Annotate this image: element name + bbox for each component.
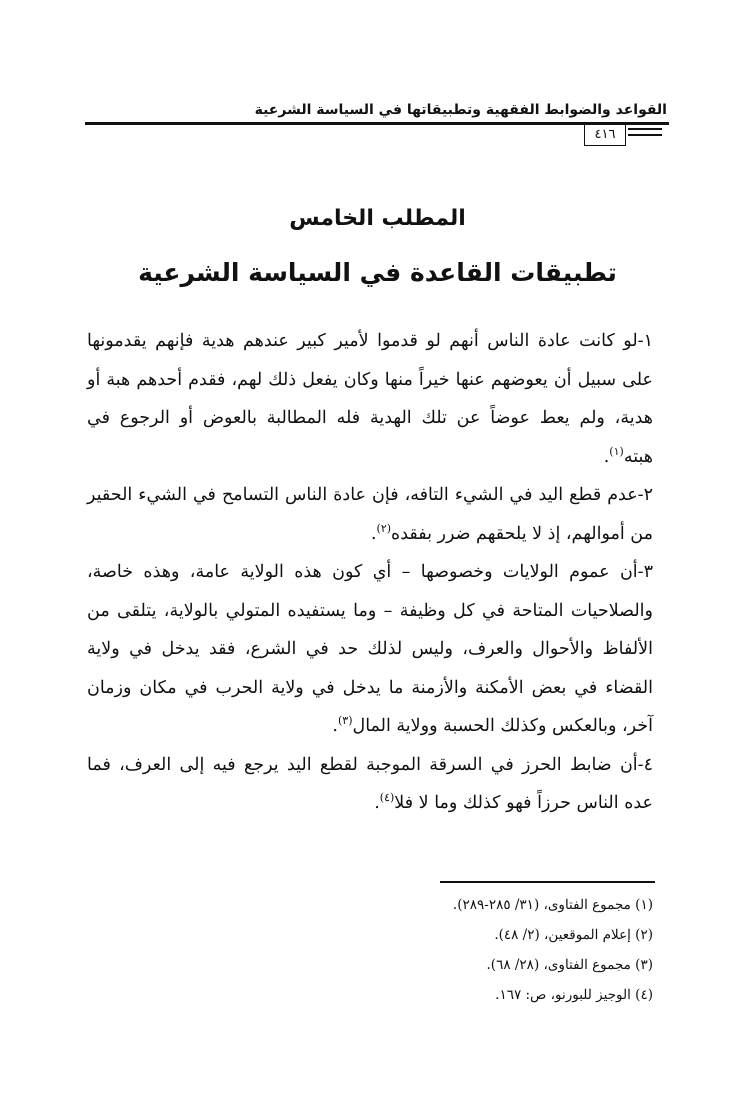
footnotes — [87, 890, 653, 1010]
page-number: ٤١٦ — [584, 124, 626, 146]
paragraph-2 — [87, 476, 653, 553]
footnote-ref: (٢) — [376, 521, 392, 535]
footnote-1: (١) مجموع الفتاوى، (٣١/ ٢٨٥-٢٨٩). — [452, 897, 653, 913]
page-number-rule-bottom — [628, 134, 662, 136]
footnote-4: (٤) الوجيز للبورنو، ص: ١٦٧. — [495, 987, 653, 1003]
footnote-3: (٣) مجموع الفتاوى، (٢٨/ ٦٨). — [486, 957, 653, 973]
body-text — [87, 322, 653, 823]
running-header-title: القواعد والضوابط الفقهية وتطبيقاتها في السياسة الشرعية — [254, 102, 667, 118]
paragraph-text: ٤-أن ضابط الحرز في السرقة الموجبة لقطع اليد يرجع فيه إلى العرف، فما عده الناس حرزاً فهو كذلك وما لا فلا — [87, 754, 653, 813]
paragraph-3 — [87, 553, 653, 746]
paragraph-text: ٣-أن عموم الولايات وخصوصها – أي كون هذه الولاية عامة، وهذه خاصة، والصلاحيات المتاحة في كل وظيفة – وما يستفيده المتولي بالولاية، يتلقى من الألفاظ والأحوال والعرف، وليس لذلك حد في الشرع، فقد يدخل في ولاية القضاء في بعض الأمكنة والأزمنة ما يدخل في ولاية الحرب في مكان وزمان آخر، وبالعكس وكذلك الحسبة وولاية المال — [87, 562, 653, 736]
paragraph-1 — [87, 322, 653, 476]
header-rule — [85, 122, 669, 125]
footnote-ref: (١) — [609, 444, 624, 458]
paragraph-text: ٢-عدم قطع اليد في الشيء التافه، فإن عادة الناس التسامح في الشيء الحقير من أموالهم، إذ لا يلحقهم ضرر بفقده — [87, 485, 653, 544]
footnote-ref: (٤) — [379, 791, 395, 805]
paragraph-4 — [87, 746, 653, 823]
footnote-ref: (٣) — [337, 714, 353, 728]
paragraph-end: . — [374, 793, 380, 813]
paragraph-end: . — [603, 446, 610, 467]
page-number-rule-top — [628, 128, 662, 130]
footnote-2: (٢) إعلام الموقعين، (٢/ ٤٨). — [494, 927, 653, 943]
paragraph-end: . — [332, 716, 338, 736]
paragraph-text: ١-لو كانت عادة الناس أنهم لو قدموا لأمير كبير عندهم هدية فإنهم يقدمونها على سبيل أن يعوضهم عنها خيراً منها وكان يفعل ذلك لهم، فقدم أحدهم هبة أو هدية، ولم يعط عوضاً عن تلك الهدية فله المطالبة بالعوض أو الرجوع في هبته — [87, 331, 653, 467]
paragraph-end: . — [370, 523, 377, 544]
section-title: المطلب الخامس — [289, 206, 466, 231]
footnote-separator — [440, 881, 655, 883]
section-heading: تطبيقات القاعدة في السياسة الشرعية — [138, 258, 617, 287]
